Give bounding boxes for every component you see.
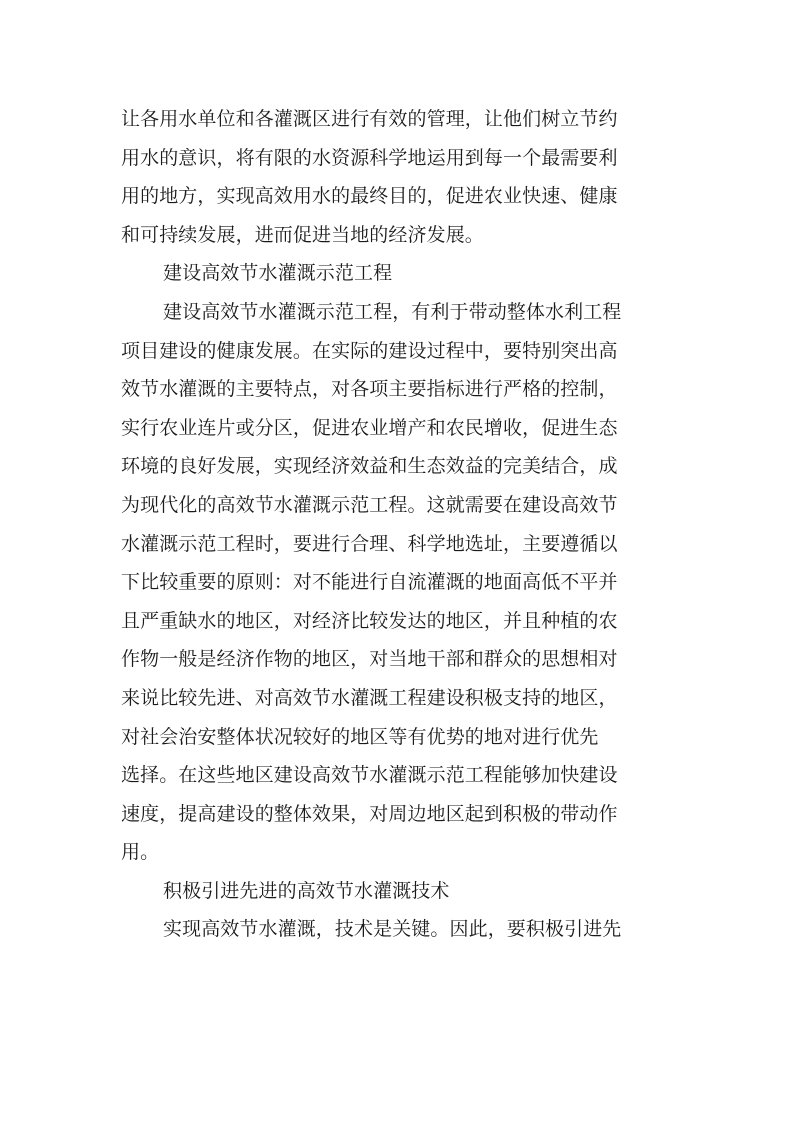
section-heading: 积极引进先进的高效节水灌溉技术 — [163, 879, 450, 902]
text-line: 且严重缺水的地区，对经济比较发达的地区，并且种植的农 — [121, 609, 618, 632]
text-line: 选择。在这些地区建设高效节水灌溉示范工程能够加快建设 — [121, 764, 618, 787]
text-line: 对社会治安整体状况较好的地区等有优势的地对进行优先 — [121, 725, 599, 748]
text-line: 用的地方，实现高效用水的最终目的，促进农业快速、健康 — [121, 185, 618, 208]
text-line: 实行农业连片或分区，促进农业增产和农民增收，促进生态 — [121, 416, 618, 439]
text-line: 速度，提高建设的整体效果，对周边地区起到积极的带动作 — [121, 802, 618, 825]
text-line: 效节水灌溉的主要特点，对各项主要指标进行严格的控制， — [121, 378, 618, 401]
text-line: 作物一般是经济作物的地区，对当地干部和群众的思想相对 — [121, 648, 618, 671]
section-heading: 建设高效节水灌溉示范工程 — [163, 262, 393, 285]
text-line: 用。 — [121, 841, 160, 864]
text-line: 用水的意识，将有限的水资源科学地运用到每一个最需要利 — [121, 146, 618, 169]
text-line: 下比较重要的原则：对不能进行自流灌溉的地面高低不平并 — [121, 571, 618, 594]
text-line: 来说比较先进、对高效节水灌溉工程建设积极支持的地区， — [121, 686, 618, 709]
document-body — [121, 100, 681, 949]
text-line: 为现代化的高效节水灌溉示范工程。这就需要在建设高效节 — [121, 493, 618, 516]
text-line: 环境的良好发展，实现经济效益和生态效益的完美结合，成 — [121, 455, 618, 478]
text-line: 和可持续发展，进而促进当地的经济发展。 — [121, 223, 484, 246]
text-line: 项目建设的健康发展。在实际的建设过程中，要特别突出高 — [121, 339, 618, 362]
text-line: 水灌溉示范工程时，要进行合理、科学地选址，主要遵循以 — [121, 532, 618, 555]
text-line: 让各用水单位和各灌溉区进行有效的管理，让他们树立节约 — [121, 108, 618, 130]
text-line: 实现高效节水灌溉，技术是关键。因此，要积极引进先 — [163, 918, 622, 941]
text-line: 建设高效节水灌溉示范工程，有利于带动整体水利工程 — [163, 300, 622, 323]
